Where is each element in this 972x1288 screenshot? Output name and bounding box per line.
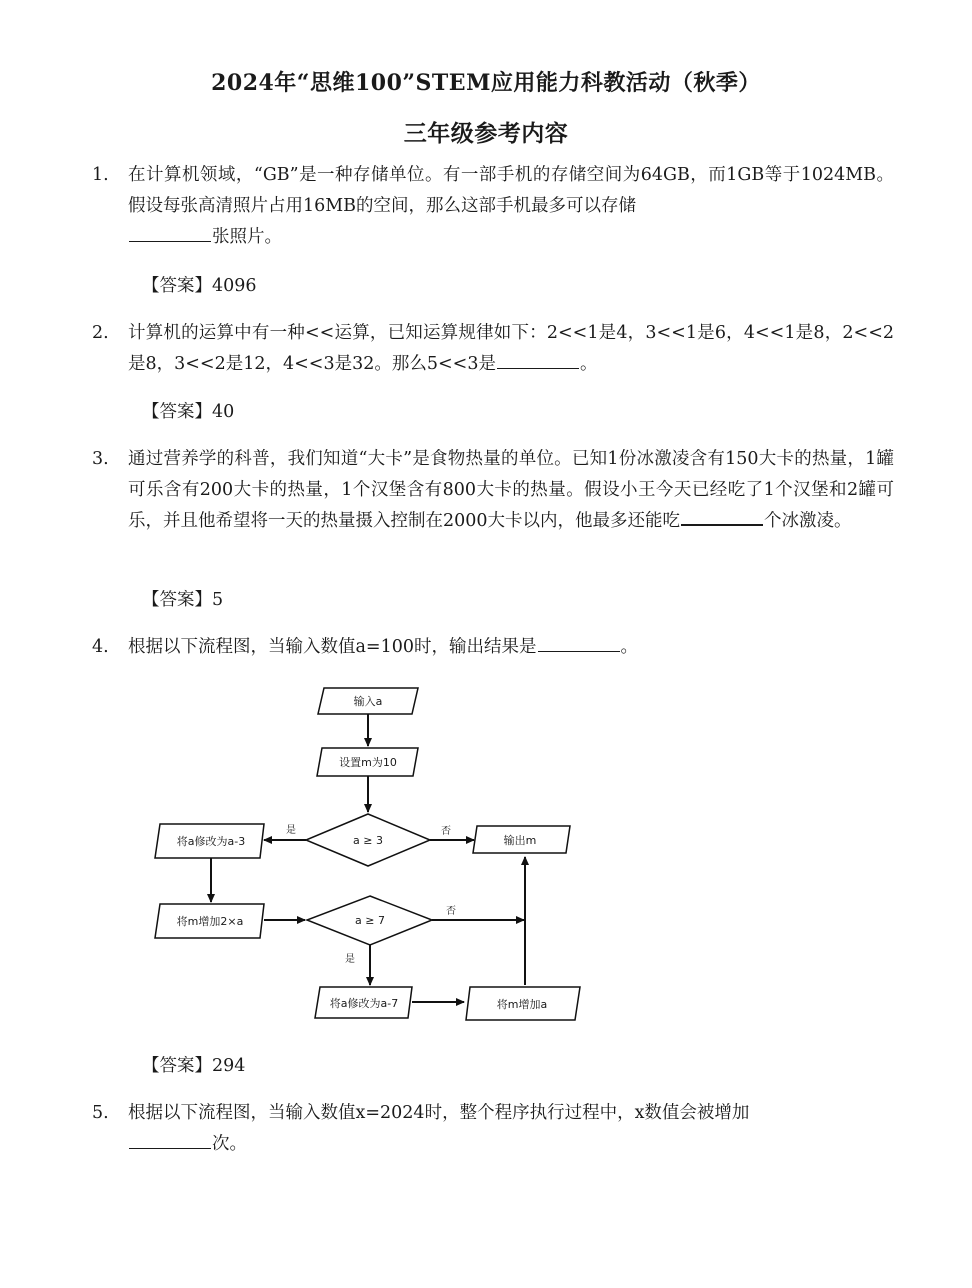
question-text-part: 次。 [212, 1134, 247, 1154]
flow-init-label: 设置m为10 [339, 756, 397, 769]
question-number: 3. [92, 449, 109, 469]
answer-1: 【答案】4096 [142, 276, 257, 296]
question-number: 1. [92, 165, 109, 185]
flow-cond2-label: a ≥ 7 [355, 914, 385, 927]
flow-a3-label: 将a修改为a-3 [176, 835, 246, 848]
flow-cond1-label: a ≥ 3 [353, 834, 383, 847]
question-text-part: 张照片。 [212, 227, 282, 247]
question-text-part: 根据以下流程图，当输入数值x=2024时，整个程序执行过程中，x数值会被增加 [128, 1103, 750, 1123]
flow-no2-label: 否 [446, 906, 456, 917]
question-text-part: 计算机的运算中有一种<<运算，已知运算规律如下：2<<1是4，3<<1是6，4<<1是8，2<<2是8，3<<2是12，4<<3是32。那么5<<3是 [128, 323, 894, 374]
flow-a7-label: 将a修改为a-7 [329, 997, 399, 1010]
flow-m2a-label: 将m增加2×a [176, 915, 244, 928]
question-text-part: 通过营养学的科普，我们知道“大卡”是食物热量的单位。已知1份冰激凌含有150大卡的热量，1罐可乐含有200大卡的热量，1个汉堡含有800大卡的热量。假设小王今天已经吃了1个汉堡和2罐可乐，并且他希望将一天的热量摄入控制在2000大卡以内，他最多还能吃 [128, 449, 894, 531]
question-text-part: 。 [620, 637, 638, 657]
question-5 [92, 1098, 894, 1160]
flow-ma-label: 将m增加a [496, 998, 548, 1011]
question-text-part: 在计算机领域，“GB”是一种存储单位。有一部手机的存储空间为64GB，而1GB等于1024MB。假设每张高清照片占用16MB的空间，那么这部手机最多可以存储 [128, 165, 894, 216]
question-text [128, 1098, 894, 1160]
question-text-part: 根据以下流程图，当输入数值a=100时，输出结果是 [128, 637, 537, 657]
flow-yes2-label: 是 [345, 954, 355, 965]
answer-2: 【答案】40 [142, 402, 235, 422]
page-title: 2024年“思维100”STEM应用能力科教活动（秋季） [211, 70, 761, 96]
answer-4: 【答案】294 [142, 1056, 246, 1076]
flow-no1-label: 否 [441, 826, 451, 837]
answer-blank [129, 1130, 211, 1149]
question-text-part: 个冰激凌。 [764, 511, 852, 531]
answer-3: 【答案】5 [142, 590, 224, 610]
question-number: 5. [92, 1103, 109, 1123]
question-number: 2. [92, 323, 109, 343]
flow-input-label: 输入a [353, 695, 383, 708]
question-number: 4. [92, 637, 109, 657]
question-text-part: 。 [579, 354, 598, 374]
flow-yes1-label: 是 [286, 825, 296, 836]
page-subtitle: 三年级参考内容 [403, 120, 569, 147]
flow-output-label: 输出m [503, 834, 537, 847]
